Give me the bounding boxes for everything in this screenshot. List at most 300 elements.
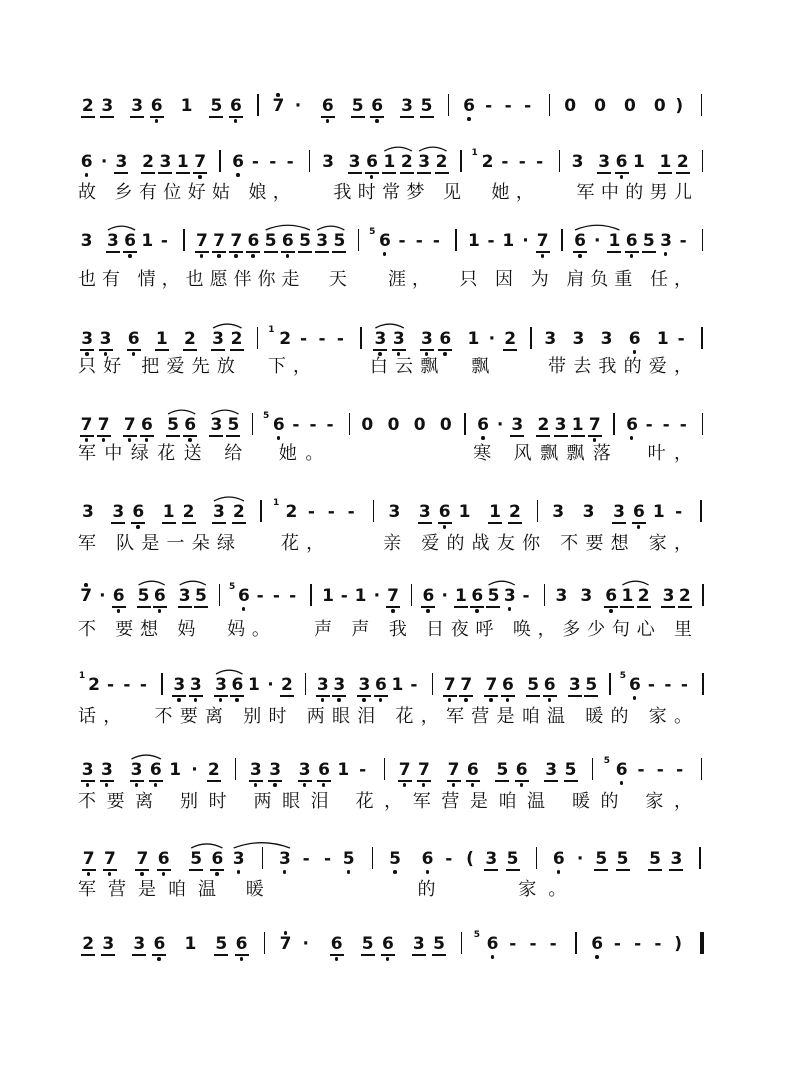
jianpu-note <box>137 586 151 606</box>
note-text: 5 <box>299 231 311 251</box>
note-text: 0 <box>653 96 666 116</box>
low-octave-dot <box>335 957 339 961</box>
note-text: 6 <box>80 152 93 172</box>
slur <box>191 844 222 848</box>
jianpu-note <box>506 849 520 869</box>
jianpu-note <box>272 415 286 435</box>
low-octave-dot <box>326 119 330 123</box>
note-text: 5 <box>616 849 629 869</box>
note-text: - <box>504 96 512 116</box>
barline <box>432 673 433 695</box>
jianpu-note <box>298 760 312 780</box>
jianpu-note <box>246 231 260 251</box>
barline <box>252 413 253 435</box>
jianpu-note <box>386 586 400 606</box>
barline <box>701 327 702 349</box>
low-octave-dot <box>85 173 89 177</box>
underline <box>392 349 406 351</box>
low-octave-dot <box>443 525 447 529</box>
underline <box>264 251 278 253</box>
low-octave-dot <box>194 698 198 702</box>
jianpu-note <box>249 760 263 780</box>
low-octave-dot <box>475 609 479 613</box>
low-octave-dot <box>393 870 397 874</box>
note-text: 3 <box>374 329 387 349</box>
note-text: - <box>289 586 297 606</box>
low-octave-dot <box>578 254 582 258</box>
high-octave-dot <box>276 93 280 97</box>
low-octave-dot <box>85 352 89 356</box>
jianpu-note <box>230 675 244 695</box>
underline <box>130 116 144 118</box>
note-text: 3 <box>101 760 113 780</box>
note-text: 1 <box>169 760 182 780</box>
jianpu-note <box>454 586 468 606</box>
jianpu-note <box>114 152 128 172</box>
note-text: 3 <box>173 675 186 695</box>
jianpu-note <box>212 231 226 251</box>
underline <box>400 172 414 174</box>
jianpu-note <box>677 675 691 695</box>
underline <box>357 695 371 697</box>
barline <box>592 758 593 780</box>
note-text: 1 <box>571 415 584 435</box>
barline <box>219 584 220 606</box>
note-text: 6 <box>247 231 260 251</box>
jianpu-note <box>106 231 120 251</box>
jianpu-note <box>484 849 498 869</box>
note-text: ) <box>675 96 684 116</box>
low-octave-dot <box>609 609 613 613</box>
note-text: 3 <box>580 586 593 606</box>
note-text: · <box>191 760 198 780</box>
note-text: 6 <box>235 934 248 954</box>
note-text: - <box>123 675 131 695</box>
jianpu-note <box>671 934 685 954</box>
note-text: 7 <box>460 675 473 695</box>
underline <box>194 606 208 608</box>
note-text: 3 <box>348 152 361 172</box>
jianpu-note <box>172 675 186 695</box>
jianpu-note <box>543 675 557 695</box>
underline <box>370 116 384 118</box>
jianpu-note <box>672 502 686 522</box>
note-text: 1 <box>337 760 350 780</box>
jianpu-note <box>304 502 318 522</box>
jianpu-note <box>506 934 520 954</box>
lyric-line: 军营是咱温 暖 的 家。 <box>78 879 579 900</box>
note-text: 3 <box>582 502 595 522</box>
note-text: 6 <box>132 502 145 522</box>
underline <box>97 435 111 437</box>
underline <box>158 172 172 174</box>
underline <box>676 172 690 174</box>
jianpu-note <box>370 96 384 116</box>
jianpu-note <box>653 96 667 116</box>
note-text: 6 <box>141 415 153 435</box>
jianpu-note <box>103 849 117 869</box>
underline <box>417 780 431 782</box>
note-text: 5 <box>642 231 655 251</box>
jianpu-note <box>573 849 587 869</box>
jianpu-note <box>554 586 568 606</box>
note-text: 3 <box>660 231 672 251</box>
underline <box>543 695 557 697</box>
jianpu-note <box>398 760 412 780</box>
underline <box>280 695 294 697</box>
jianpu-note <box>279 934 293 954</box>
low-octave-dot <box>379 698 383 702</box>
low-octave-dot <box>481 436 485 440</box>
jianpu-note <box>237 586 251 606</box>
note-text: 7 <box>80 415 93 435</box>
note-text: 7 <box>103 849 116 869</box>
note-text: - <box>679 415 687 435</box>
low-octave-dot <box>383 252 387 256</box>
jianpu-note <box>361 934 375 954</box>
note-text: 6 <box>626 415 638 435</box>
barline <box>702 150 703 172</box>
note-text: 6 <box>471 586 484 606</box>
underline <box>625 251 639 253</box>
slur <box>622 581 648 585</box>
note-text: 3 <box>210 415 223 435</box>
low-octave-dot <box>426 609 430 613</box>
jianpu-note <box>476 415 490 435</box>
jianpu-note <box>590 231 604 251</box>
note-text: 2 <box>637 586 650 606</box>
lyric-line: 只好 把爱先放 下， 白云飘 飘 带去我的爱， <box>78 356 700 377</box>
jianpu-note <box>176 152 190 172</box>
low-octave-dot <box>386 957 390 961</box>
low-octave-dot <box>215 872 219 876</box>
jianpu-note <box>212 502 226 522</box>
underline <box>443 695 457 697</box>
note-text: - <box>637 760 645 780</box>
underline <box>150 116 164 118</box>
jianpu-note <box>79 586 93 606</box>
low-octave-dot <box>117 609 121 613</box>
jianpu-note <box>656 329 670 349</box>
note-text: - <box>656 760 664 780</box>
jianpu-note <box>459 675 473 695</box>
note-text: 7 <box>536 231 549 251</box>
jianpu-note <box>571 415 585 435</box>
slur <box>419 147 446 151</box>
jianpu-note <box>315 231 329 251</box>
note-text: 3 <box>279 849 291 869</box>
high-octave-dot <box>84 583 88 587</box>
underline <box>678 606 692 608</box>
note-text: 6 <box>375 675 387 695</box>
underline <box>183 349 197 351</box>
note-text: 2 <box>285 502 298 522</box>
barline <box>235 758 236 780</box>
underline <box>81 116 95 118</box>
underline <box>381 954 395 956</box>
note-text: 3 <box>544 329 557 349</box>
underline <box>153 606 167 608</box>
note-text: · <box>593 231 601 251</box>
jianpu-note <box>503 329 517 349</box>
underline <box>114 172 128 174</box>
note-text: - <box>323 849 331 869</box>
jianpu-note <box>226 415 240 435</box>
low-octave-dot <box>234 254 238 258</box>
underline <box>488 522 502 524</box>
jianpu-note <box>544 760 558 780</box>
underline <box>111 522 125 524</box>
barline <box>349 413 350 435</box>
note-text: 6 <box>149 760 162 780</box>
note-text: 3 <box>322 152 334 172</box>
note-text: 7 <box>272 96 285 116</box>
jianpu-note <box>519 586 533 606</box>
jianpu-note <box>162 502 176 522</box>
jianpu-note <box>526 675 540 695</box>
note-text: 3 <box>215 675 227 695</box>
note-text: · <box>267 675 274 695</box>
jianpu-note <box>247 675 261 695</box>
jianpu-note <box>337 586 351 606</box>
note-text: - <box>139 675 147 695</box>
underline <box>140 435 154 437</box>
jianpu-note <box>486 934 500 954</box>
jianpu-note <box>264 231 278 251</box>
low-octave-dot <box>422 783 426 787</box>
jianpu-note <box>571 152 585 172</box>
note-text: 2 <box>81 96 94 116</box>
grace-note: 1 <box>268 325 275 335</box>
note-text: 1 <box>632 152 645 172</box>
jianpu-note <box>100 760 114 780</box>
jianpu-note <box>568 675 582 695</box>
jianpu-note <box>214 675 228 695</box>
jianpu-note <box>232 849 246 869</box>
barline <box>309 150 310 172</box>
underline <box>209 435 223 437</box>
note-text: 2 <box>142 152 154 172</box>
jianpu-note <box>123 415 137 435</box>
jianpu-note <box>642 415 656 435</box>
underline <box>435 172 449 174</box>
note-text: 6 <box>515 760 528 780</box>
note-text: 6 <box>281 231 294 251</box>
jianpu-note <box>268 760 282 780</box>
jianpu-note <box>168 760 182 780</box>
jianpu-note <box>211 329 225 349</box>
note-text: 3 <box>568 675 581 695</box>
note-text: 1 <box>455 586 467 606</box>
jianpu-note <box>373 329 387 349</box>
jianpu-note <box>594 849 608 869</box>
note-text: 5 <box>585 675 598 695</box>
jianpu-note <box>386 415 400 435</box>
note-text: - <box>634 934 642 954</box>
low-octave-dot <box>237 870 241 874</box>
jianpu-note <box>678 586 692 606</box>
barline <box>257 94 258 116</box>
low-octave-dot <box>491 955 495 959</box>
note-text: - <box>662 415 670 435</box>
jianpu-note <box>289 415 303 435</box>
note-text: 3 <box>598 152 611 172</box>
low-octave-dot <box>489 698 493 702</box>
barline <box>559 150 560 172</box>
underline <box>412 954 426 956</box>
jianpu-note <box>515 152 529 172</box>
note-text: 3 <box>178 586 191 606</box>
jianpu-note <box>463 849 477 869</box>
slur <box>488 581 514 585</box>
underline <box>176 172 190 174</box>
low-octave-dot <box>633 696 637 700</box>
note-text: 7 <box>279 934 292 954</box>
note-text: 1 <box>141 231 154 251</box>
jianpu-note <box>299 934 313 954</box>
note-text: 6 <box>632 502 645 522</box>
jianpu-note <box>388 849 402 869</box>
jianpu-note <box>421 849 435 869</box>
underline <box>332 251 346 253</box>
note-text: 3 <box>392 329 405 349</box>
jianpu-note <box>676 415 690 435</box>
jianpu-note <box>180 96 194 116</box>
note-text: 7 <box>80 586 93 606</box>
note-text: - <box>359 760 367 780</box>
jianpu-note <box>183 415 197 435</box>
underline <box>207 780 221 782</box>
underline <box>210 869 224 871</box>
jianpu-note <box>152 934 166 954</box>
note-text: - <box>522 586 530 606</box>
underline <box>503 349 517 351</box>
note-text: 3 <box>212 329 225 349</box>
jianpu-note <box>418 502 432 522</box>
barline <box>464 413 465 435</box>
note-text: 0 <box>387 415 400 435</box>
jianpu-note <box>518 231 532 251</box>
note-text: 1 <box>502 231 515 251</box>
jianpu-note <box>323 415 337 435</box>
underline <box>604 606 618 608</box>
note-text: 3 <box>112 502 125 522</box>
jianpu-note <box>158 152 172 172</box>
jianpu-note <box>298 231 312 251</box>
jianpu-note <box>333 329 347 349</box>
barline <box>549 94 550 116</box>
jianpu-note <box>209 415 223 435</box>
jianpu-note <box>466 329 480 349</box>
final-barline <box>700 932 704 954</box>
jianpu-note <box>625 231 639 251</box>
underline <box>132 954 146 956</box>
jianpu-note <box>412 934 426 954</box>
jianpu-note <box>378 231 392 251</box>
underline <box>418 522 432 524</box>
note-text: 3 <box>555 586 568 606</box>
underline <box>484 869 498 871</box>
note-text: 2 <box>184 329 196 349</box>
note-text: · <box>496 415 504 435</box>
low-octave-dot <box>254 783 258 787</box>
barline <box>575 932 576 954</box>
note-text: 6 <box>184 415 197 435</box>
note-text: - <box>509 934 517 954</box>
jianpu-note <box>407 675 421 695</box>
low-octave-dot <box>362 698 366 702</box>
underline <box>298 780 312 782</box>
low-octave-dot <box>236 173 240 177</box>
jianpu-note <box>210 849 224 869</box>
jianpu-note <box>354 586 368 606</box>
grace-note: 5 <box>473 930 481 940</box>
barline <box>544 584 545 606</box>
underline <box>495 780 509 782</box>
underline <box>246 251 260 253</box>
note-text: - <box>613 934 621 954</box>
note-text: 5 <box>564 760 577 780</box>
jianpu-note <box>421 586 435 606</box>
note-text: 3 <box>213 502 225 522</box>
note-text: 0 <box>623 96 636 116</box>
note-text: 3 <box>485 849 498 869</box>
barline <box>701 758 702 780</box>
low-octave-dot <box>637 525 641 529</box>
note-text: 6 <box>230 96 242 116</box>
underline <box>229 116 243 118</box>
barline <box>384 758 385 780</box>
barline <box>219 150 220 172</box>
slur <box>168 410 195 414</box>
jianpu-note <box>392 329 406 349</box>
note-text: 3 <box>401 96 413 116</box>
barline <box>260 500 261 522</box>
underline <box>189 869 203 871</box>
jianpu-note <box>140 415 154 435</box>
note-text: 3 <box>388 502 401 522</box>
jianpu-note <box>510 415 524 435</box>
underline <box>361 954 375 956</box>
note-text: 1 <box>180 96 193 116</box>
jianpu-note <box>183 329 197 349</box>
note-text: 2 <box>82 934 95 954</box>
jianpu-note <box>515 760 529 780</box>
jianpu-note <box>155 329 169 349</box>
note-text: - <box>309 415 317 435</box>
jianpu-note <box>564 760 578 780</box>
underline <box>607 251 621 253</box>
underline <box>661 606 675 608</box>
note-text: 5 <box>351 96 364 116</box>
note-text: 2 <box>280 675 293 695</box>
jianpu-note <box>315 329 329 349</box>
jianpu-note <box>112 586 126 606</box>
underline <box>162 522 176 524</box>
jianpu-note <box>484 231 498 251</box>
low-octave-dot <box>391 609 395 613</box>
underline <box>316 695 330 697</box>
barline <box>609 673 610 695</box>
low-octave-dot <box>337 698 341 702</box>
note-text: 3 <box>101 96 114 116</box>
note-text: 3 <box>232 849 245 869</box>
note-text: 6 <box>112 586 125 606</box>
barline <box>310 584 311 606</box>
underline <box>632 522 646 524</box>
low-octave-dot <box>286 254 290 258</box>
note-text: 6 <box>605 586 618 606</box>
